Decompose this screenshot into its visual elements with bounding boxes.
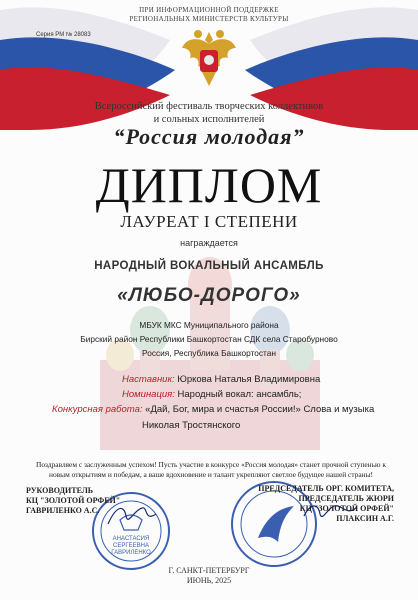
support-line-2: РЕГИОНАЛЬНЫХ МИНИСТЕРСТВ КУЛЬТУРЫ [129, 15, 289, 23]
coat-of-arms-emblem [180, 26, 238, 90]
left-signatory-line-1: РУКОВОДИТЕЛЬ [26, 486, 94, 495]
org-line-1: МБУК МКС Муниципального района [139, 320, 279, 330]
right-signatory [258, 484, 394, 524]
awarded-label: награждается [180, 238, 238, 248]
mentor-value: Юркова Наталья Владимировна [177, 374, 321, 385]
organization-info [0, 318, 418, 360]
support-text [0, 6, 418, 24]
right-signatory-line-2: ПРЕДСЕДАТЕЛЬ ЖЮРИ [298, 494, 394, 503]
right-signatory-line-1: ПРЕДСЕДАТЕЛЬ ОРГ. КОМИТЕТА, [258, 484, 394, 493]
serial-number: Серия РМ № 28083 [36, 32, 91, 38]
date-line: ИЮНЬ, 2025 [186, 576, 232, 585]
ensemble-type: НАРОДНЫЙ ВОКАЛЬНЫЙ АНСАМБЛЬ [94, 260, 324, 272]
work-value-2: Николая Тростянского [142, 420, 241, 431]
org-line-2: Бирский район Республики Башкортостан СДК села Старобурново [80, 334, 338, 344]
right-signatory-line-3: КЦ "ЗОЛОТОЙ ОРФЕЙ" [299, 504, 394, 513]
diploma-title: ДИПЛОМ [95, 157, 323, 213]
left-signatory-line-3: ГАВРИЛЕНКО А.С. [26, 506, 100, 515]
congratulation-text: Поздравляем с заслуженным успехом! Пусть участие в конкурсе «Россия молодая» станет прочной ступенью к новым открытиям и победам, а ваше вдохновение и талант укрепляют светлое будущее нашей страны! [36, 460, 386, 479]
ensemble-name: «ЛЮБО-ДОРОГО» [117, 285, 301, 306]
work-label: Конкурсная работа: [52, 404, 143, 415]
festival-line-1: Всероссийский фестиваль творческих коллективов [94, 101, 324, 112]
mentor-row [122, 372, 320, 387]
left-signatory-line-2: КЦ "ЗОЛОТОЙ ОРФЕЙ" [26, 496, 121, 505]
left-signatory [26, 486, 120, 516]
work-row [52, 402, 374, 417]
stamp-left-line-1: АНАСТАСИЯ [112, 536, 150, 542]
org-line-3: Россия, Республика Башкортостан [142, 348, 276, 358]
nomination-row [122, 387, 301, 402]
work-row-2 [142, 418, 240, 433]
nomination-label: Номинация: [122, 389, 175, 400]
laureate-degree: ЛАУРЕАТ I СТЕПЕНИ [120, 212, 298, 231]
festival-name: “Россия молодая” [113, 124, 305, 149]
stamp-left-line-2: СЕРГЕЕВНА [113, 543, 149, 549]
mentor-label: Наставник: [122, 374, 175, 385]
right-signatory-line-4: ПЛАКСИН А.Г. [336, 514, 394, 523]
nomination-value: Народный вокал: ансамбль; [177, 389, 302, 400]
work-value: «Дай, Бог, мира и счастья России!» Слова и музыка [145, 404, 375, 415]
stamp-left-line-3: ГАВРИЛЕНКО [111, 550, 151, 556]
festival-line-2: и сольных исполнителей [153, 114, 265, 125]
festival-description [0, 100, 418, 126]
support-line-1: ПРИ ИНФОРМАЦИОННОЙ ПОДДЕРЖКЕ [139, 6, 279, 14]
place-and-date [0, 566, 418, 586]
city-line: Г. САНКТ-ПЕТЕРБУРГ [168, 566, 250, 575]
